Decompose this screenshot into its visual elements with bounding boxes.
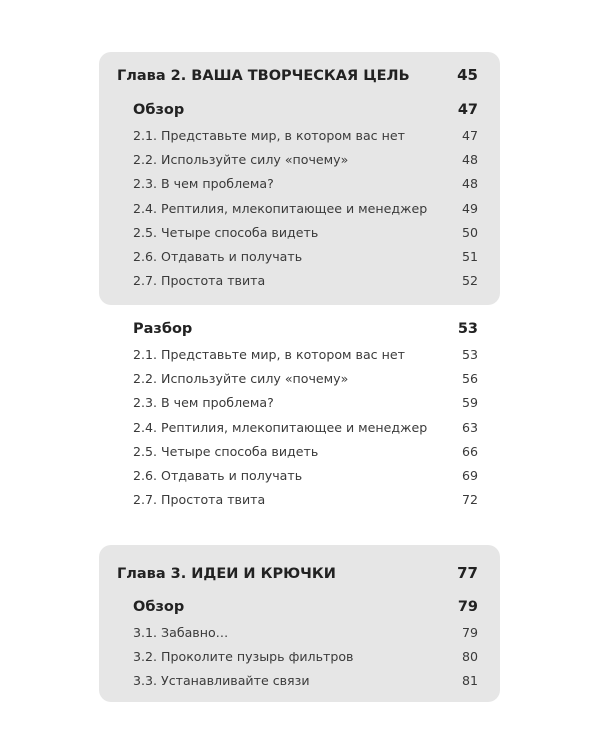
entry-page-number: 72 <box>461 492 478 507</box>
entry-title: 2.3. В чем проблема? <box>133 176 274 191</box>
toc-entry <box>133 395 478 410</box>
section-page-number: 79 <box>457 599 478 615</box>
toc-entry <box>133 673 478 688</box>
entry-page-number: 59 <box>461 395 478 410</box>
entry-title: 2.4. Рептилия, млекопитающее и менеджер <box>133 420 428 435</box>
toc-entry <box>133 128 478 143</box>
entry-title: 3.1. Забавно… <box>133 625 229 640</box>
entry-title: 2.5. Четыре способа видеть <box>133 444 319 459</box>
entry-title: 2.5. Четыре способа видеть <box>133 225 319 240</box>
entry-page-number: 80 <box>461 649 478 664</box>
section-title: Обзор <box>133 599 185 615</box>
toc-entry <box>133 444 478 459</box>
entry-title: 2.7. Простота твита <box>133 492 266 507</box>
entry-page-number: 81 <box>461 673 478 688</box>
chapter-heading <box>117 66 478 84</box>
toc-entry <box>133 249 478 264</box>
toc-entry <box>133 625 478 640</box>
entry-page-number: 47 <box>461 128 478 143</box>
section-heading-analysis <box>133 321 478 337</box>
entry-title: 2.6. Отдавать и получать <box>133 468 303 483</box>
toc-entry <box>133 492 478 507</box>
entry-title: 3.3. Устанавливайте связи <box>133 673 310 688</box>
entry-title: 3.2. Проколите пузырь фильтров <box>133 649 354 664</box>
toc-entry <box>133 152 478 167</box>
chapter-heading <box>117 564 478 582</box>
entry-title: 2.7. Простота твита <box>133 273 266 288</box>
chapter-title: Глава 3. ИДЕИ И КРЮЧКИ <box>117 566 336 582</box>
entry-title: 2.2. Используйте силу «почему» <box>133 152 349 167</box>
section-heading-overview <box>133 599 478 615</box>
chapter-title: Глава 2. ВАША ТВОРЧЕСКАЯ ЦЕЛЬ <box>117 68 410 84</box>
toc-entry <box>133 468 478 483</box>
toc-entry <box>133 371 478 386</box>
entry-page-number: 69 <box>461 468 478 483</box>
entry-page-number: 48 <box>461 152 478 167</box>
entry-title: 2.4. Рептилия, млекопитающее и менеджер <box>133 201 428 216</box>
section-heading-overview <box>133 102 478 118</box>
toc-entry <box>133 649 478 664</box>
entry-page-number: 53 <box>461 347 478 362</box>
entry-page-number: 79 <box>461 625 478 640</box>
entry-page-number: 48 <box>461 176 478 191</box>
toc-entry <box>133 273 478 288</box>
toc-entry <box>133 347 478 362</box>
entry-title: 2.1. Представьте мир, в котором вас нет <box>133 128 405 143</box>
entry-page-number: 56 <box>461 371 478 386</box>
entry-title: 2.6. Отдавать и получать <box>133 249 303 264</box>
entry-title: 2.1. Представьте мир, в котором вас нет <box>133 347 405 362</box>
entry-page-number: 50 <box>461 225 478 240</box>
chapter-page-number: 45 <box>457 66 478 84</box>
toc-entry <box>133 201 478 216</box>
entry-title: 2.2. Используйте силу «почему» <box>133 371 349 386</box>
entry-page-number: 51 <box>461 249 478 264</box>
section-page-number: 47 <box>457 102 478 118</box>
toc-entry <box>133 225 478 240</box>
entry-page-number: 63 <box>461 420 478 435</box>
section-page-number: 53 <box>457 321 478 337</box>
entry-page-number: 52 <box>461 273 478 288</box>
entry-page-number: 66 <box>461 444 478 459</box>
section-title: Обзор <box>133 102 185 118</box>
entry-page-number: 49 <box>461 201 478 216</box>
toc-entry <box>133 176 478 191</box>
section-title: Разбор <box>133 321 193 337</box>
toc-entry <box>133 420 478 435</box>
chapter-page-number: 77 <box>457 564 478 582</box>
entry-title: 2.3. В чем проблема? <box>133 395 274 410</box>
